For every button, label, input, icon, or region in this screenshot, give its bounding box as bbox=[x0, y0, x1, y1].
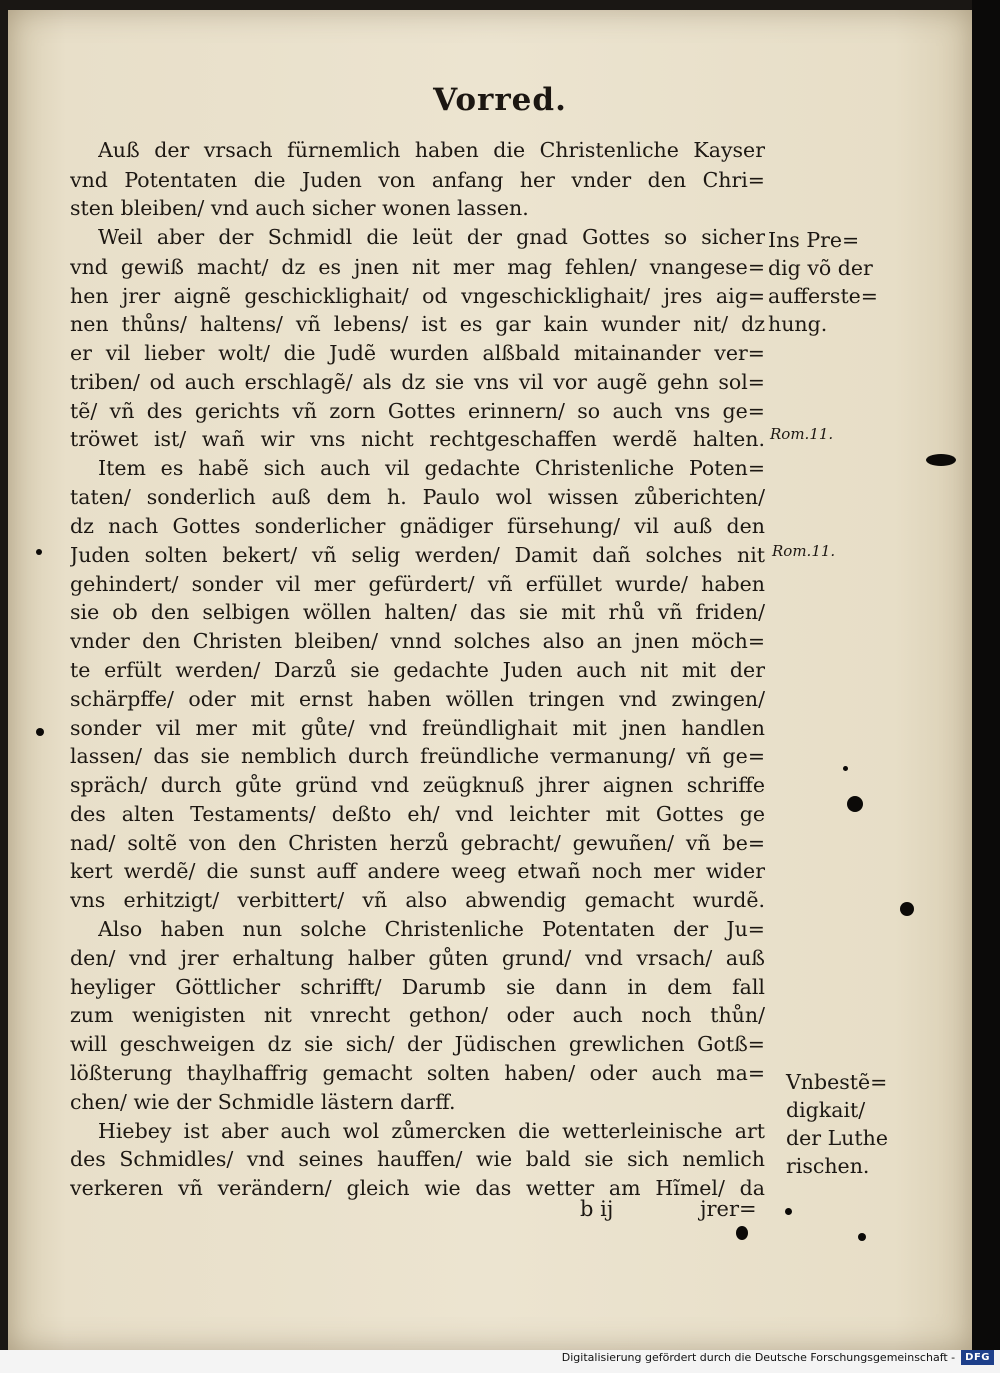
margin-note-preaching bbox=[768, 226, 878, 338]
text-line: sie ob den selbigen wöllen halten/ das sie mit rhů vñ friden/ bbox=[70, 600, 765, 624]
text-line: tẽ/ vñ des gerichts vñ zorn Gottes erinnern/ so auch vns ge= bbox=[70, 399, 765, 423]
text-line: Juden solten bekert/ vñ selig werden/ Damit dañ solches nit bbox=[70, 543, 765, 567]
ink-blot bbox=[36, 728, 44, 736]
text-line: te erfült werden/ Darzů sie gedachte Juden auch nit mit der bbox=[70, 658, 765, 682]
text-line: kert werdẽ/ die sunst auff andere weeg etwañ noch mer wider bbox=[70, 859, 765, 883]
margin-note-rom-2: Rom.11. bbox=[772, 542, 836, 560]
text-line: hen jrer aignẽ geschicklighait/ od vngeschicklighait/ jres aig= bbox=[70, 284, 765, 308]
catchword: jrer= bbox=[700, 1197, 757, 1221]
ink-blot bbox=[736, 1226, 748, 1240]
ink-blot bbox=[36, 549, 42, 555]
margin-note-line: rischen. bbox=[786, 1154, 870, 1178]
text-line: vnd Potentaten die Juden von anfang her vnder den Chri= bbox=[70, 168, 765, 192]
text-line: heyliger Göttlicher schrifft/ Darumb sie dann in dem fall bbox=[70, 975, 765, 999]
text-line: vns erhitzigt/ verbittert/ vñ also abwendig gemacht wurdẽ. bbox=[70, 888, 765, 912]
text-line: zum wenigisten nit vnrecht gethon/ oder auch noch thůn/ bbox=[70, 1003, 765, 1027]
ink-blot bbox=[858, 1233, 866, 1241]
text-line: des Schmidles/ vnd seines hauffen/ wie bald sie sich nemlich bbox=[70, 1147, 765, 1171]
text-line: lassen/ das sie nemblich durch freündliche vermanung/ vñ ge= bbox=[70, 744, 765, 768]
margin-note-lutheran bbox=[786, 1068, 888, 1180]
text-line: taten/ sonderlich auß dem h. Paulo wol wissen zůberichten/ bbox=[70, 485, 765, 509]
text-line: dz nach Gottes sonderlicher gnädiger fürsehung/ vil auß den bbox=[70, 514, 765, 538]
text-line: Weil aber der Schmidl die leüt der gnad Gottes so sicher bbox=[98, 225, 765, 249]
text-line: Also haben nun solche Christenliche Potentaten der Ju= bbox=[98, 917, 765, 941]
text-line: Hiebey ist aber auch wol zůmercken die wetterleinische art bbox=[98, 1119, 765, 1143]
margin-note-line: hung. bbox=[768, 312, 828, 336]
text-line: vnder den Christen bleiben/ vnnd solches also an jnen möch= bbox=[70, 629, 765, 653]
text-line: Auß der vrsach fürnemlich haben die Christenliche Kayser bbox=[98, 138, 765, 162]
text-line: sonder vil mer mit gůte/ vnd freündlighait mit jnen handlen bbox=[70, 716, 765, 740]
text-line: den/ vnd jrer erhaltung halber gůten grund/ vnd vrsach/ auß bbox=[70, 946, 765, 970]
ink-blot bbox=[900, 902, 914, 916]
text-line: gehindert/ sonder vil mer gefürdert/ vñ erfüllet wurde/ haben bbox=[70, 572, 765, 596]
funding-credit: Digitalisierung gefördert durch die Deutsche Forschungsgemeinschaft - bbox=[561, 1350, 956, 1364]
text-line: lößterung thaylhaffrig gemacht solten haben/ oder auch ma= bbox=[70, 1061, 765, 1085]
text-line: Item es habẽ sich auch vil gedachte Christenliche Poten= bbox=[98, 456, 765, 480]
text-line: nen thůns/ haltens/ vñ lebens/ ist es gar kain wunder nit/ dz bbox=[70, 312, 765, 336]
text-line: vnd gewiß macht/ dz es jnen nit mer mag fehlen/ vnangese= bbox=[70, 255, 765, 279]
margin-note-line: dig võ der bbox=[768, 256, 873, 280]
text-line: nad/ soltẽ von den Christen herzů gebracht/ gewuñen/ vñ be= bbox=[70, 831, 765, 855]
text-line: will geschweigen dz sie sich/ der Jüdischen grewlichen Gotß= bbox=[70, 1032, 765, 1056]
text-line: spräch/ durch gůte gründ vnd zeügknuß jhrer aignen schriffe bbox=[70, 773, 765, 797]
footer bbox=[562, 1347, 994, 1367]
margin-note-line: der Luthe bbox=[786, 1126, 888, 1150]
margin-note-line: Vnbestẽ= bbox=[786, 1070, 888, 1094]
text-line: chen/ wie der Schmidle lästern darff. bbox=[70, 1090, 456, 1114]
ink-blot bbox=[926, 454, 956, 466]
ink-blot bbox=[847, 796, 863, 812]
text-line: sten bleiben/ vnd auch sicher wonen lassen. bbox=[70, 196, 529, 220]
text-line: schärpffe/ oder mit ernst haben wöllen tringen vnd zwingen/ bbox=[70, 687, 765, 711]
margin-note-line: digkait/ bbox=[786, 1098, 866, 1122]
margin-note-line: Ins Pre= bbox=[768, 228, 860, 252]
text-line: er vil lieber wolt/ die Judẽ wurden alßbald mitainander ver= bbox=[70, 341, 765, 365]
text-line: verkeren vñ verändern/ gleich wie das wetter am Hĩmel/ da bbox=[70, 1176, 765, 1200]
ink-blot bbox=[843, 766, 848, 771]
text-line: des alten Testaments/ deßto eh/ vnd leichter mit Gottes ge bbox=[70, 802, 765, 826]
text-line: tröwet ist/ wañ wir vns nicht rechtgeschaffen werdẽ halten. bbox=[70, 427, 765, 451]
dfg-logo: DFG bbox=[961, 1350, 994, 1365]
margin-note-line: aufferste= bbox=[768, 284, 878, 308]
signature-mark: b ij bbox=[580, 1197, 614, 1221]
margin-note-rom-1: Rom.11. bbox=[770, 425, 834, 443]
page-heading: Vorred. bbox=[433, 82, 567, 118]
ink-blot bbox=[785, 1208, 792, 1215]
text-line: triben/ od auch erschlagẽ/ als dz sie vns vil vor augẽ gehn sol= bbox=[70, 370, 765, 394]
